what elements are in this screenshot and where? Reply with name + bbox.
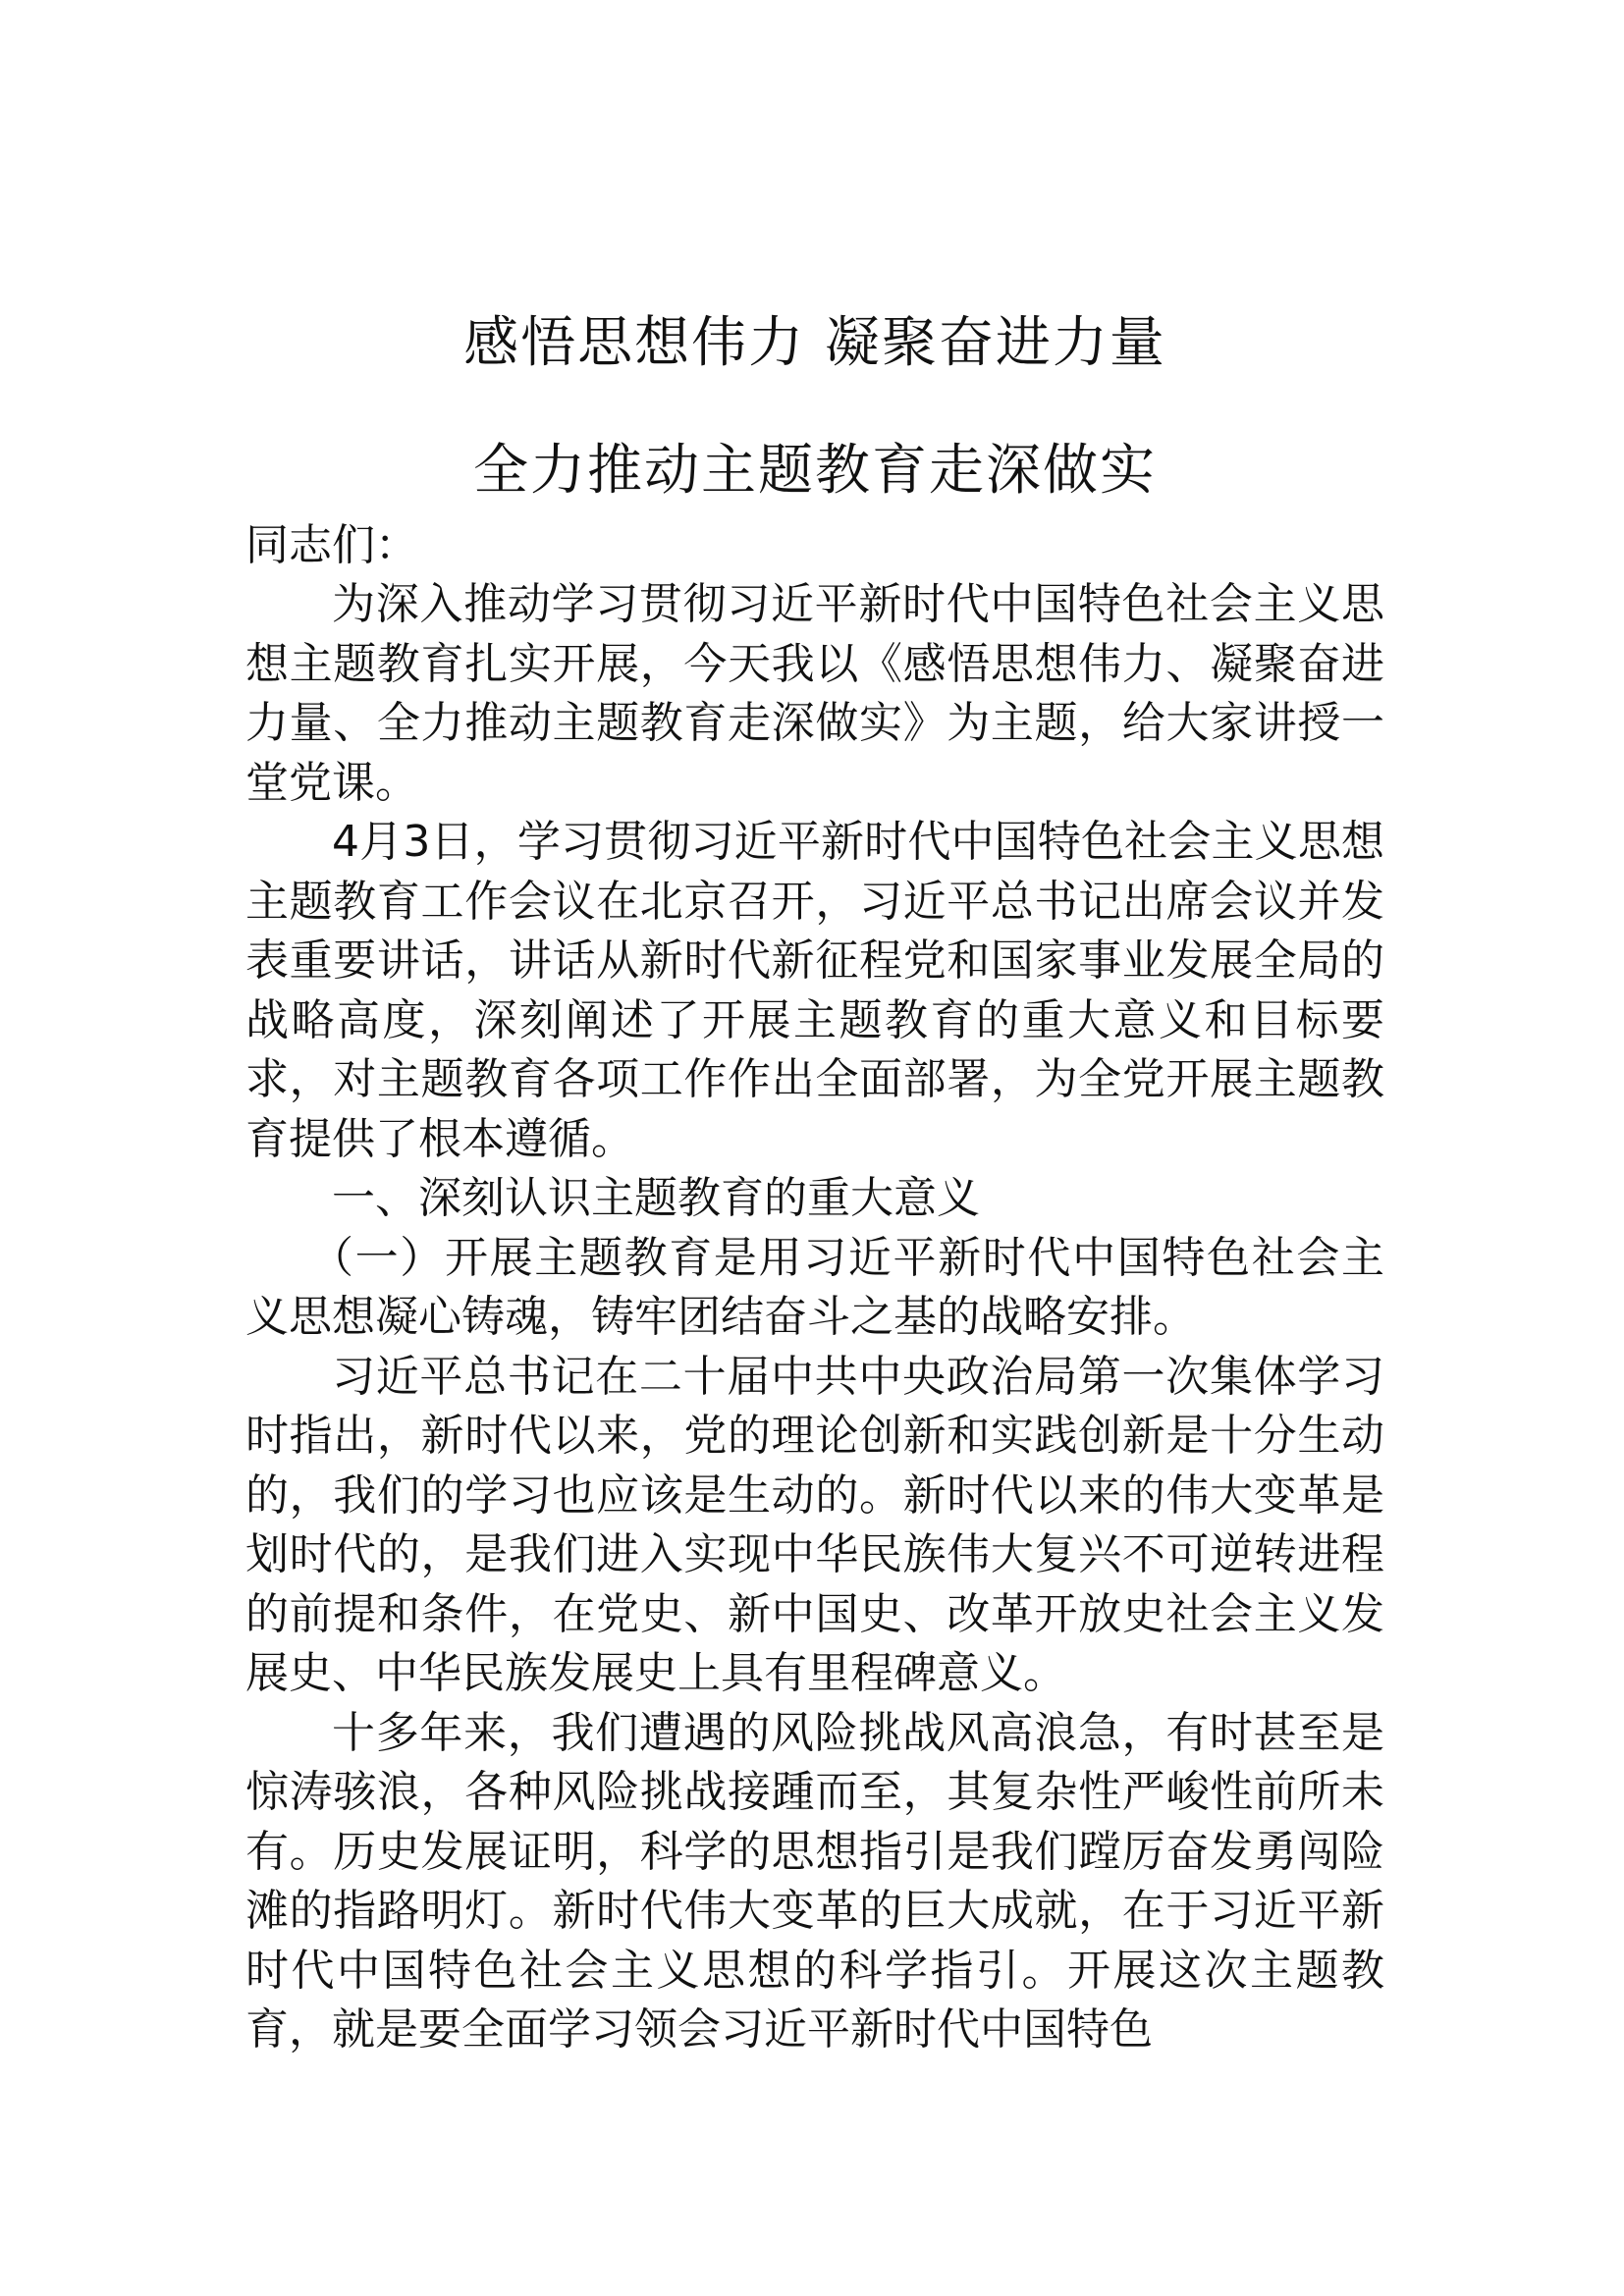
paragraph-meeting: 4月3日，学习贯彻习近平新时代中国特色社会主义思想主题教育工作会议在北京召开，习近平总书记出席会议并发表重要讲话，讲话从新时代新征程党和国家事业发展全局的战略高度，深刻阐述了开展主题教育的重大意义和目标要求，对主题教育各项工作作出全面部署，为全党开展主题教育提供了根本遵循。 [245,817,1384,1164]
paragraph-intro: 为深入推动学习贯彻习近平新时代中国特色社会主义思想主题教育扎实开展，今天我以《感悟思想伟力、凝聚奋进力量、全力推动主题教育走深做实》为主题，给大家讲授一堂党课。 [245,579,1384,808]
document-title-line-2: 全力推动主题教育走深做实 [473,439,1157,503]
paragraph-body-1: 习近平总书记在二十届中共中央政治局第一次集体学习时指出，新时代以来，党的理论创新和实践创新是十分生动的，我们的学习也应该是生动的。新时代以来的伟大变革是划时代的，是我们进入实现中华民族伟大复兴不可逆转进程的前提和条件，在党史、新中国史、改革开放史社会主义发展史、中华民族发展史上具有里程碑意义。 [245,1351,1384,1698]
paragraph-body-2: 十多年来，我们遭遇的风险挑战风高浪急，有时甚至是惊涛骇浪，各种风险挑战接踵而至，其复杂性严峻性前所未有。历史发展证明，科学的思想指引是我们蹚厉奋发勇闯险滩的指路明灯。新时代伟大变革的巨大成就，在于习近平新时代中国特色社会主义思想的科学指引。开展这次主题教育，就是要全面学习领会习近平新时代中国特色 [245,1707,1384,2055]
subsection-heading-1: （一）开展主题教育是用习近平新时代中国特色社会主义思想凝心铸魂，铸牢团结奋斗之基的战略安排。 [245,1232,1384,1342]
section-heading-1: 一、深刻认识主题教育的重大意义 [332,1173,980,1223]
salutation: 同志们： [245,520,418,570]
document-title-line-1: 感悟思想伟力 凝聚奋进力量 [463,311,1166,375]
document-page [245,294,1384,2060]
